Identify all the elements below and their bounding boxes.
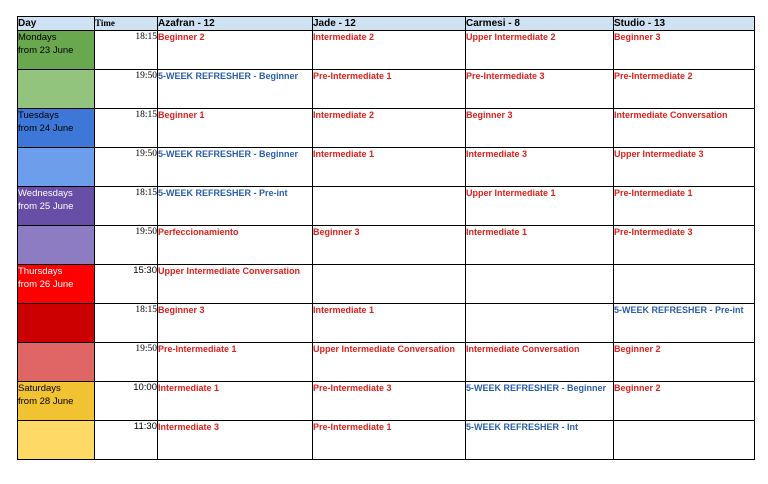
time-cell: 19:50 bbox=[95, 343, 158, 382]
schedule-row bbox=[18, 148, 755, 187]
schedule-row bbox=[18, 343, 755, 382]
class-cell: Beginner 3 bbox=[158, 304, 313, 343]
class-cell bbox=[466, 304, 614, 343]
day-cell bbox=[18, 226, 95, 265]
class-cell: Upper Intermediate 1 bbox=[466, 187, 614, 226]
time-cell: 19:50 bbox=[95, 148, 158, 187]
schedule-row bbox=[18, 70, 755, 109]
time-cell: 19:50 bbox=[95, 70, 158, 109]
class-cell: Pre-Intermediate 3 bbox=[614, 226, 755, 265]
class-cell: Beginner 3 bbox=[466, 109, 614, 148]
class-cell: Upper Intermediate Conversation bbox=[158, 265, 313, 304]
schedule-body bbox=[18, 31, 755, 460]
class-cell: 5-WEEK REFRESHER - Beginner bbox=[158, 148, 313, 187]
class-cell: Pre-Intermediate 1 bbox=[614, 187, 755, 226]
class-cell: Upper Intermediate Conversation bbox=[313, 343, 466, 382]
class-cell: 5-WEEK REFRESHER - Pre-int bbox=[158, 187, 313, 226]
day-label: Tuesdays bbox=[18, 110, 59, 121]
class-cell: Upper Intermediate 2 bbox=[466, 31, 614, 70]
class-cell: Intermediate 1 bbox=[466, 226, 614, 265]
class-cell bbox=[466, 265, 614, 304]
class-cell: Beginner 1 bbox=[158, 109, 313, 148]
time-cell: 18:15 bbox=[95, 31, 158, 70]
day-label: Wednesdays bbox=[18, 188, 73, 199]
time-cell: 15:30 bbox=[95, 265, 158, 304]
class-cell bbox=[313, 265, 466, 304]
class-cell: Pre-Intermediate 1 bbox=[313, 421, 466, 460]
time-cell: 18:15 bbox=[95, 304, 158, 343]
schedule-table bbox=[17, 16, 755, 460]
header-room-carmesi: Carmesi - 8 bbox=[466, 17, 614, 31]
class-cell: Beginner 2 bbox=[614, 382, 755, 421]
class-cell: Upper Intermediate 3 bbox=[614, 148, 755, 187]
header-day: Day bbox=[18, 17, 95, 31]
class-cell bbox=[614, 265, 755, 304]
day-label: Thursdays bbox=[18, 266, 63, 277]
class-cell: Beginner 2 bbox=[158, 31, 313, 70]
header-room-studio: Studio - 13 bbox=[614, 17, 755, 31]
day-cell bbox=[18, 265, 95, 304]
class-cell: Pre-Intermediate 3 bbox=[466, 70, 614, 109]
time-cell: 10:00 bbox=[95, 382, 158, 421]
day-start-date: from 26 June bbox=[18, 279, 74, 290]
day-cell bbox=[18, 304, 95, 343]
class-cell: Intermediate Conversation bbox=[466, 343, 614, 382]
day-cell bbox=[18, 31, 95, 70]
schedule-row bbox=[18, 265, 755, 304]
day-cell bbox=[18, 421, 95, 460]
day-label: Saturdays bbox=[18, 383, 61, 394]
day-cell bbox=[18, 148, 95, 187]
class-cell: Intermediate 1 bbox=[313, 304, 466, 343]
header-room-jade: Jade - 12 bbox=[313, 17, 466, 31]
class-cell: Intermediate 1 bbox=[158, 382, 313, 421]
schedule-row bbox=[18, 382, 755, 421]
day-start-date: from 25 June bbox=[18, 201, 74, 212]
class-cell bbox=[313, 187, 466, 226]
time-cell: 18:15 bbox=[95, 109, 158, 148]
header-row bbox=[18, 17, 755, 31]
time-cell: 18:15 bbox=[95, 187, 158, 226]
class-cell: Intermediate 3 bbox=[466, 148, 614, 187]
schedule-row bbox=[18, 226, 755, 265]
day-cell bbox=[18, 70, 95, 109]
day-cell bbox=[18, 382, 95, 421]
class-cell: 5-WEEK REFRESHER - Beginner bbox=[466, 382, 614, 421]
time-cell: 11:30 bbox=[95, 421, 158, 460]
header-time: Time bbox=[95, 17, 158, 31]
class-cell: 5-WEEK REFRESHER - Int bbox=[466, 421, 614, 460]
day-cell bbox=[18, 187, 95, 226]
schedule-row bbox=[18, 109, 755, 148]
class-cell: 5-WEEK REFRESHER - Pre-int bbox=[614, 304, 755, 343]
day-label: Mondays bbox=[18, 32, 57, 43]
header-room-azafran: Azafran - 12 bbox=[158, 17, 313, 31]
day-start-date: from 24 June bbox=[18, 123, 74, 134]
time-cell: 19:50 bbox=[95, 226, 158, 265]
class-cell bbox=[614, 421, 755, 460]
class-cell: Pre-Intermediate 3 bbox=[313, 382, 466, 421]
class-cell: Beginner 3 bbox=[614, 31, 755, 70]
class-cell: 5-WEEK REFRESHER - Beginner bbox=[158, 70, 313, 109]
class-cell: Beginner 3 bbox=[313, 226, 466, 265]
class-cell: Pre-Intermediate 1 bbox=[313, 70, 466, 109]
class-cell: Intermediate 2 bbox=[313, 31, 466, 70]
class-cell: Beginner 2 bbox=[614, 343, 755, 382]
schedule-row bbox=[18, 304, 755, 343]
class-cell: Intermediate 2 bbox=[313, 109, 466, 148]
day-cell bbox=[18, 343, 95, 382]
day-start-date: from 28 June bbox=[18, 396, 74, 407]
class-cell: Pre-Intermediate 2 bbox=[614, 70, 755, 109]
class-cell: Intermediate 3 bbox=[158, 421, 313, 460]
class-cell: Intermediate 1 bbox=[313, 148, 466, 187]
class-cell: Perfeccionamiento bbox=[158, 226, 313, 265]
class-cell: Pre-Intermediate 1 bbox=[158, 343, 313, 382]
schedule-row bbox=[18, 187, 755, 226]
day-start-date: from 23 June bbox=[18, 45, 74, 56]
class-cell: Intermediate Conversation bbox=[614, 109, 755, 148]
day-cell bbox=[18, 109, 95, 148]
schedule-row bbox=[18, 31, 755, 70]
schedule-row bbox=[18, 421, 755, 460]
